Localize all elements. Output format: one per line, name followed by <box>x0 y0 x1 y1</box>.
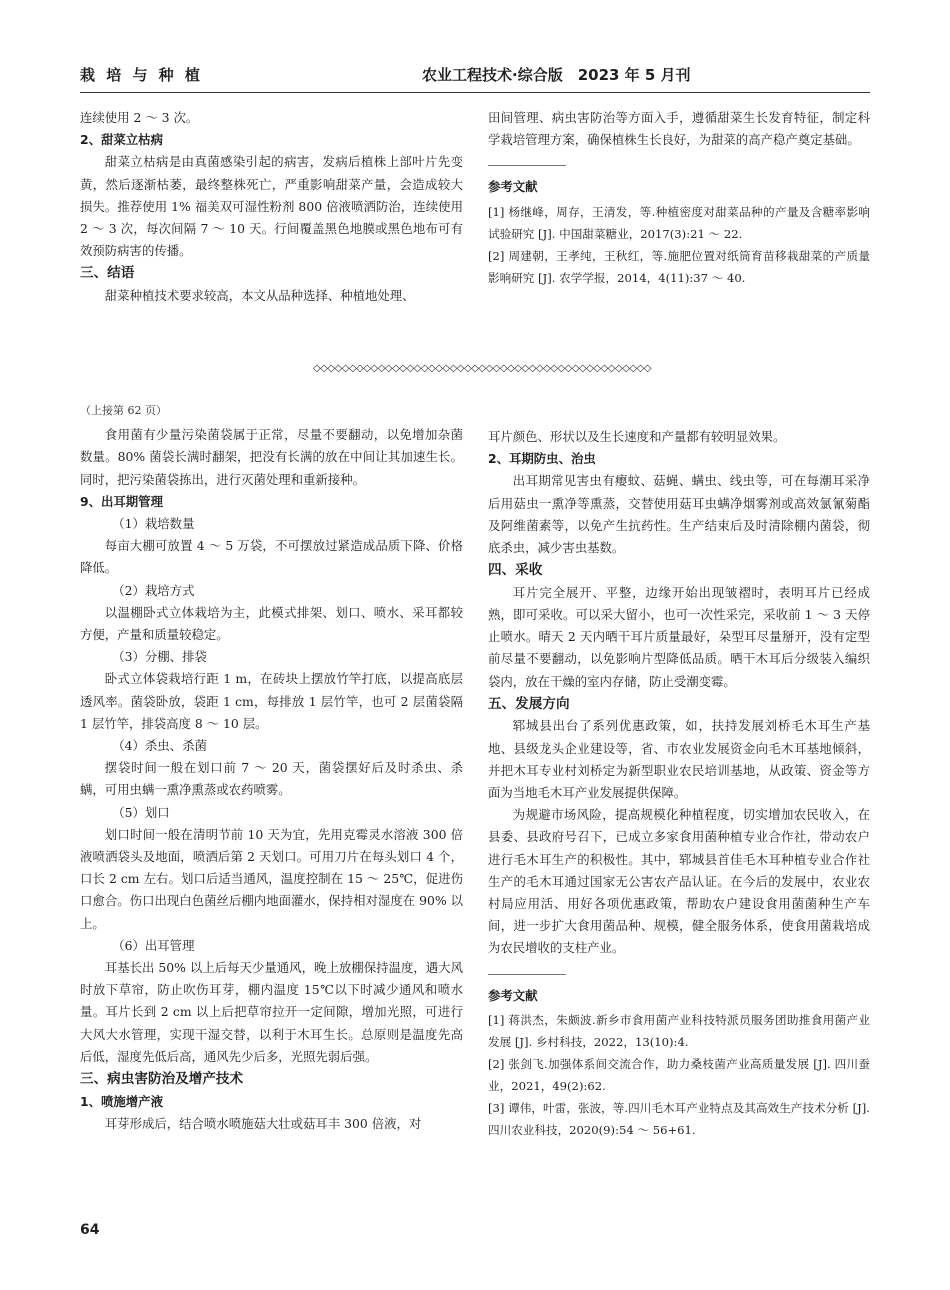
paragraph: 连续使用 2 ～ 3 次。 <box>80 110 199 125</box>
paragraph: 摆袋时间一般在划口前 7 ～ 20 天，菌袋摆好后及时杀虫、杀螨，可用虫螨一熏净熏蒸或农药喷雾。 <box>80 760 463 798</box>
references-title: 参考文献 <box>488 179 538 195</box>
heading-pest-control: 三、病虫害防治及增产技术 <box>80 1071 244 1088</box>
paragraph: 郓城县出台了系列优惠政策，如，扶持发展刘桥毛木耳生产基地、县级龙头企业建设等，省、市农业发展资金向毛木耳基地倾斜，并把木耳专业村刘桥定为新型职业农民培训基地，从政策、资金等方面为当地毛木耳产业发展提供保障。 <box>488 718 870 801</box>
heading-conclusion: 三、结语 <box>80 265 135 282</box>
subsection-title: （6）出耳管理 <box>112 937 195 953</box>
header-rule <box>80 92 870 93</box>
journal-title: 农业工程技术·综合版 2023 年 5 月刊 <box>422 66 691 84</box>
top-right-column <box>488 107 870 289</box>
paragraph: 划口时间一般在清明节前 10 天为宜，先用克霉灵水溶液 300 倍液喷洒袋头及地面，喷洒后第 2 天划口。可用刀片在每头划口 4 个，口长 2 cm 左右。划口后适当通风，温度控制在 15 ～ 25℃，促进伤口愈合。伤口出现白色菌丝后棚内地面灌水，保持相对湿度在 90% 以上。 <box>80 826 463 931</box>
paragraph: 甜菜种植技术要求较高，本文从品种选择、种植地处理、 <box>104 288 415 304</box>
paragraph: 卧式立体袋栽培行距 1 m，在砖块上摆放竹竿打底，以提高底层透风率。菌袋卧放，袋距 1 cm，每排放 1 层竹竿，也可 2 层菌袋隔 1 层竹竿，排袋高度 8 ～ 10 层。 <box>80 671 463 731</box>
bottom-right-column <box>488 426 870 1141</box>
paragraph: 耳芽形成后，结合喷水喷施菇大壮或菇耳丰 300 倍液，对 <box>104 1115 422 1131</box>
bottom-left-column <box>80 400 463 1135</box>
subsection-title: （4）杀虫、杀菌 <box>112 738 207 754</box>
subheading-spray: 1、喷施增产液 <box>80 1093 163 1109</box>
references-separator <box>488 974 566 975</box>
running-header <box>80 60 870 90</box>
paragraph: 食用菌有少量污染菌袋属于正常，尽量不要翻动，以免增加杂菌数量。80% 菌袋长满时翻架，把没有长满的放在中间让其加速生长。同时，把污染菌袋拣出，进行灭菌处理和重新接种。 <box>80 427 463 487</box>
heading-harvest: 四、采收 <box>488 562 543 579</box>
top-left-column <box>80 107 463 307</box>
subsection-title: （3）分棚、排袋 <box>112 649 207 665</box>
section-name: 栽 培 与 种 植 <box>80 66 203 84</box>
subsection-title: （2）栽培方式 <box>112 582 195 598</box>
subheading-insect-control: 2、耳期防虫、治虫 <box>488 451 596 467</box>
reference-item: [3] 谭伟，叶雷，张波，等.四川毛木耳产业特点及其高效生产技术分析 [J]. 四川农业科技，2020(9):54 ～ 56+61. <box>488 1100 870 1137</box>
subsection-title: （1）栽培数量 <box>112 516 195 532</box>
subsection-title: （5）划口 <box>112 804 170 820</box>
paragraph: 为规避市场风险，提高规模化种植程度，切实增加农民收入，在县委、县政府号召下，已成立多家食用菌种植专业合作社，带动农户进行毛木耳生产的积极性。其中，郓城县首佳毛木耳种植专业合作社生产的毛木耳通过国家无公害农产品认证。在今后的发展中，农业农村局应用活、用好各项优惠政策，帮助农户建设食用菌菌种生产车间，进一步扩大食用菌品种、规模，健全服务体系，使食用菌栽培成为农民增收的支柱产业。 <box>488 807 870 956</box>
references-title: 参考文献 <box>488 987 538 1003</box>
reference-item: [2] 周建朝，王孝纯，王秋红，等.施肥位置对纸筒育苗移栽甜菜的产质量影响研究 [J]. 农学学报，2014，4(11):37 ～ 40. <box>488 248 870 285</box>
reference-item: [1] 蒋洪杰，朱颇波.新乡市食用菌产业科技特派员服务团助推食用菌产业发展 [J]. 乡村科技，2022，13(10):4. <box>488 1012 870 1049</box>
reference-item: [1] 杨继峰，周存，王清发，等.种植密度对甜菜品种的产量及含糖率影响试验研究 [J]. 中国甜菜糖业，2017(3):21 ～ 22. <box>488 204 870 241</box>
reference-item: [2] 张剑飞.加强体系间交流合作，助力桑枝菌产业高质量发展 [J]. 四川蚕业，2021，49(2):62. <box>488 1056 870 1093</box>
references-separator <box>488 165 566 166</box>
paragraph: 甜菜立枯病是由真菌感染引起的病害，发病后植株上部叶片先变黄，然后逐渐枯萎，最终整株死亡，严重影响甜菜产量，会造成较大损失。推荐使用 1% 福美双可湿性粉剂 800 倍液喷洒防治，连续使用 2 ～ 3 次，每次间隔 7 ～ 10 天。行间覆盖黑色地膜或黑色地布可有效预防病害的传播。 <box>80 154 463 259</box>
continued-from-note: （上接第 62 页） <box>80 404 167 417</box>
article-divider: ◇◇◇◇◇◇◇◇◇◇◇◇◇◇◇◇◇◇◇◇◇◇◇◇◇◇◇◇◇◇◇◇◇◇◇◇◇◇◇◇◇◇◇◇◇◇◇ <box>313 363 651 374</box>
paragraph: 以温棚卧式立体栽培为主，此模式排架、划口、喷水、采耳都较方便，产量和质量较稳定。 <box>80 604 463 643</box>
subheading-beet-disease: 2、甜菜立枯病 <box>80 132 163 148</box>
paragraph: 耳片颜色、形状以及生长速度和产量都有较明显效果。 <box>488 429 786 444</box>
page-number: 64 <box>80 1222 100 1238</box>
paragraph: 出耳期常见害虫有瘿蚊、菇蝇、螨虫、线虫等，可在每潮耳采净后用菇虫一熏净等熏蒸，交替使用菇耳虫螨净烟雾剂或高效氯氰菊酯及阿维菌素等，以免产生抗药性。生产结束后及时清除棚内菌袋，彻底杀虫，减少害虫基数。 <box>488 473 870 556</box>
subheading-fruiting-management: 9、出耳期管理 <box>80 493 163 509</box>
paragraph: 每亩大棚可放置 4 ～ 5 万袋，不可摆放过紧造成品质下降、价格降低。 <box>80 538 463 576</box>
paragraph: 耳基长出 50% 以上后每天少量通风，晚上放棚保持温度，遇大风时放下草帘，防止吹伤耳芽，棚内温度 15℃以下时减少通风和喷水量。耳片长到 2 cm 以上后把草帘拉开一定间隙，增加光照，可进行大风大水管理，实现干湿交替，以利于木耳生长。总原则是温度先高后低，湿度先低后高，通风先少后多，光照先弱后强。 <box>80 960 463 1064</box>
heading-development: 五、发展方向 <box>488 695 570 712</box>
paragraph: 耳片完全展开、平整，边缘开始出现皱褶时，表明耳片已经成熟，即可采收。可以采大留小，也可一次性采完，采收前 1 ～ 3 天停止喷水。晴天 2 天内晒干耳片质量最好，朵型耳尽量掰开，没有定型前尽量不要翻动，以免影响片型降低品质。晒干木耳后分级装入编织袋内，放在干燥的室内存储，防止受潮变霉。 <box>488 584 870 689</box>
paragraph: 田间管理、病虫害防治等方面入手，遵循甜菜生长发育特征，制定科学栽培管理方案，确保植株生长良好，为甜菜的高产稳产奠定基础。 <box>488 110 870 148</box>
